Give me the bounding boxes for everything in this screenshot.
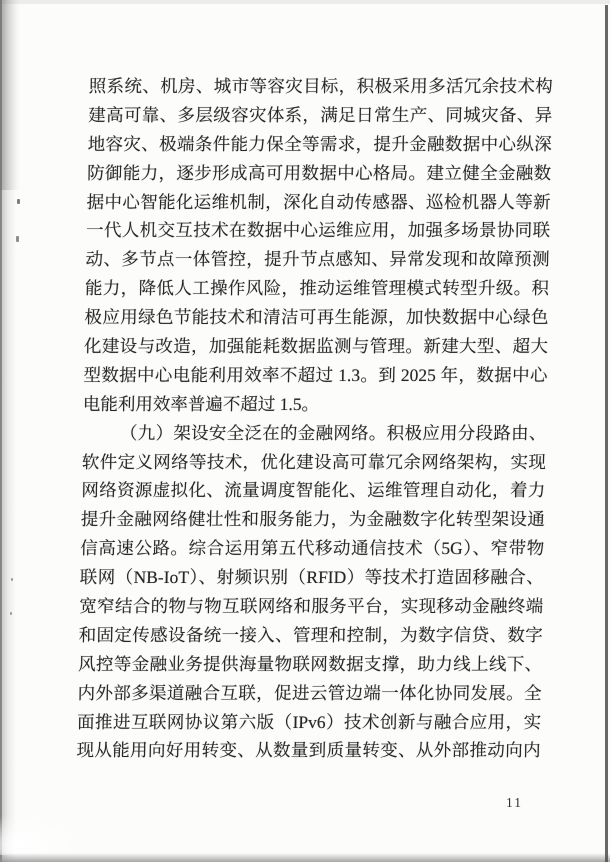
scan-speck [17,199,20,204]
scan-corner-smudge [0,815,80,855]
text-line: 型数据中心电能利用效率不超过 1.3。到 2025 年，数据中心 [83,364,548,385]
scan-speck [11,578,13,581]
text-line: 一代人机交互技术在数据中心运维应用，加强多场景协同联 [85,220,551,241]
text-line: 防御能力，逐步形成高可用数据中心格局。建立健全金融数 [86,162,552,183]
page-number: 11 [506,795,523,810]
text-line: 地容灾、极端条件能力保全等需求，提升金融数据中心纵深 [87,133,552,154]
scan-speck [16,236,19,242]
text-line: 和固定传感设备统一接入、管理和控制，为数字信贷、数字 [78,624,543,645]
text-line: 网络资源虚拟化、流量调度智能化、运维管理自动化，着力 [81,480,546,501]
text-line: 照系统、机房、城市等容灾目标，积极采用多活冗余技术构 [88,76,553,96]
text-line: 极应用绿色节能技术和清洁可再生能源，加快数据中心绿色 [84,307,549,328]
text-line: 化建设与改造，加强能耗数据监测与管理。新建大型、超大 [83,336,549,357]
text-line: 内外部多渠道融合互联，促进云管边端一体化协同发展。全 [77,682,542,703]
text-line: 建高可靠、多层级容灾体系，满足日常生产、同城灾备、异 [88,104,553,125]
text-line: 信高速公路。综合运用第五代移动通信技术（5G）、窄带物 [80,538,545,559]
text-line: 现从能用向好用转变、从数量到质量转变、从外部推动向内 [76,740,541,761]
scan-edge-left-line [0,0,2,862]
scan-edge-top [0,0,610,4]
text-line: 宽窄结合的物与物互联网络和服务平台，实现移动金融终端 [79,596,544,617]
text-line: 据中心智能化运维机制，深化自动传感器、巡检机器人等新 [86,191,551,212]
scan-edge-right-line [605,5,608,862]
text-line: 联网（NB-IoT）、射频识别（RFID）等技术打造固移融合、 [79,567,544,588]
scan-edge-bottom [0,853,610,862]
text-line: 电能利用效率普遍不超过 1.5。 [82,393,320,414]
text-line: （九）架设安全泛在的金融网络。积极应用分段路由、 [119,422,547,443]
document-body-text [76,72,553,765]
scan-speck [10,612,12,615]
text-line: 动、多节点一体管控，提升节点感知、异常发现和故障预测 [85,249,550,270]
scan-edge-left-top-shade [0,0,20,190]
text-line: 面推进互联网协议第六版（IPv6）技术创新与融合应用，实 [76,711,542,732]
text-line: 能力，降低人工操作风险，推动运维管理模式转型升级。积 [84,278,550,299]
text-line: 软件定义网络等技术，优化建设高可靠冗余网络架构，实现 [81,451,547,472]
text-line: 提升金融网络健壮性和服务能力，为金融数字化转型架设通 [80,509,545,530]
text-line: 风控等金融业务提供海量物联网数据支撑，助力线上线下、 [77,653,543,674]
